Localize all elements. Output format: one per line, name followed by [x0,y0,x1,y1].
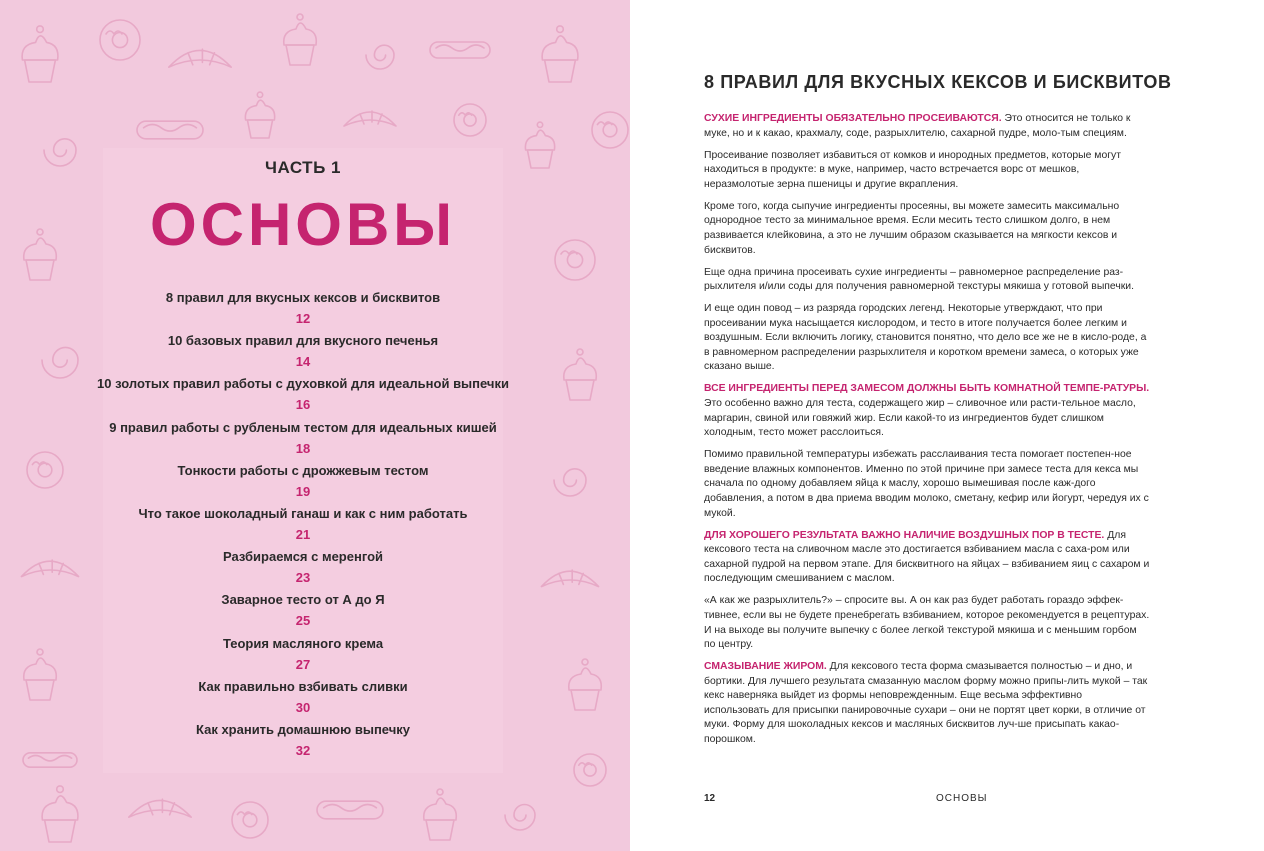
toc-item-page: 12 [295,311,311,326]
paragraph [704,529,1150,587]
paragraph-text: «А как же разрыхлитель?» – спросите вы. А он как раз будет работать гораздо эффек-тивнее, если вы не будете пренебрегать взбиванием, которое рекомендуется в рецептурах. И на выходе вы получите выпечку с более легкой текстурой мякиша и с меньшим горбом по центру. [704,595,1150,651]
toc-item[interactable] [93,461,513,504]
toc-item-title: 9 правил работы с рубленым тестом для идеальных кишей [109,419,497,435]
toc-item-page: 27 [295,656,311,672]
toc-item-title: Как хранить домашнюю выпечку [196,721,410,737]
toc-item-title: 10 золотых правил работы с духовкой для идеальной выпечки [97,376,509,392]
paragraph [704,448,1150,521]
toc-item-page: 18 [295,440,311,456]
paragraph [704,149,1150,193]
toc-item[interactable] [93,331,513,374]
toc-item-page: 19 [295,483,311,499]
part-title: ОСНОВЫ [149,191,457,258]
toc-item-title: Заварное тесто от А до Я [221,592,385,608]
paragraph-lead: СУХИЕ ИНГРЕДИЕНТЫ ОБЯЗАТЕЛЬНО ПРОСЕИВАЮТСЯ. [704,113,1002,124]
toc-item-title: 10 базовых правил для вкусного печенья [167,333,439,349]
paragraph-text: Для кексового теста на сливочном масле это достигается взбиванием масла с саха-ром или сахарной пудрой на первом этапе. Для бисквитного на яйцах – взбиванием яиц с сахаром и последующим смешиванием с маслом. [704,529,1150,585]
paragraph [704,660,1150,748]
toc-item-title: 8 правил для вкусных кексов и бисквитов [165,290,441,305]
toc-item[interactable] [93,288,513,331]
toc-item-title: Разбираемся с меренгой [222,549,384,565]
paragraph [704,266,1150,295]
toc-item-title: Что такое шоколадный ганаш и как с ним работать [138,505,468,521]
paragraph-text: Это относится не только к муке, но и к какао, крахмалу, соде, разрыхлителю, сахарной пудре, моло-тым специям. [704,113,1131,139]
paragraph-text: Для кексового теста форма смазывается полностью – и дно, и бортики. Для лучшего результата смазанную маслом форму можно припы-лить мукой – так кекс наверняка выйдет из формы неповрежденным. Еще весьма эффективно использовать для присыпки панировочные сухари – они не портят цвет корки, в отличие от муки. Форму для шоколадных кексов и масляных бисквитов луч-ше присыпать какао-порошком. [704,661,1148,746]
toc-item-title: Как правильно взбивать сливки [198,678,408,694]
paragraph-lead: ДЛЯ ХОРОШЕГО РЕЗУЛЬТАТА ВАЖНО НАЛИЧИЕ ВОЗДУШНЫХ ПОР В ТЕСТЕ. [704,529,1105,541]
toc-item-page: 21 [295,526,311,542]
toc-item[interactable] [93,590,513,633]
paragraph [704,594,1150,652]
right-page [630,0,1264,851]
paragraph-lead: ВСЕ ИНГРЕДИЕНТЫ ПЕРЕД ЗАМЕСОМ ДОЛЖНЫ БЫТЬ КОМНАТНОЙ ТЕМПЕ-РАТУРЫ. [704,383,1150,395]
toc-item[interactable] [93,374,513,417]
toc-item-page: 30 [295,699,311,715]
toc-item-page: 14 [295,354,311,370]
paragraph [704,302,1150,375]
toc-item-page: 32 [295,742,311,758]
toc-item[interactable] [93,418,513,461]
toc-item[interactable] [93,504,513,547]
paragraph [704,382,1150,440]
paragraph-text: Кроме того, когда сыпучие ингредиенты просеяны, вы можете замесить максимально однородное тесто за минимальное время. Если месить тесто слишком долго, в нем развивается клейковина, а это не лучшим образом сказывается на мягкости кексов и бисквитов. [704,200,1120,256]
paragraph-text: И еще один повод – из разряда городских легенд. Некоторые утверждают, что при просеивании мука насыщается кислородом, и тесто в итоге получается более легким и воздушным. Если включить логику, становится понятно, что дело все же не в кисло-роде, а в равномерном распределении разрыхлителя и коротком времени замеса, о которых уже сказано выше. [704,303,1147,373]
paragraph [704,200,1150,258]
toc-item[interactable] [93,634,513,677]
paragraph-lead: СМАЗЫВАНИЕ ЖИРОМ. [704,661,827,673]
left-page [0,0,630,851]
toc-item-page: 23 [295,570,311,586]
toc-item[interactable] [93,677,513,720]
footer-section-name: ОСНОВЫ [936,793,988,804]
toc-item[interactable] [93,720,513,763]
paragraph-text: Просеивание позволяет избавиться от комков и инородных предметов, которые могут находиться в продукте: в муке, например, часто встречается ворс от мешков, неразмолотые зерна пшеницы и другие вкрапления. [704,149,1121,190]
toc-item-title: Теория масляного крема [222,635,384,651]
body-text [704,112,1150,755]
toc-panel [97,148,509,773]
paragraph [704,112,1150,141]
section-heading: 8 ПРАВИЛ ДЛЯ ВКУСНЫХ КЕКСОВ И БИСКВИТОВ [704,72,1172,92]
toc-item[interactable] [93,547,513,590]
paragraph-text: Еще одна причина просеивать сухие ингредиенты – равномерное распределение раз-рыхлителя и/или соды для получения равномерной текстуры мякиша у готовой выпечки. [704,266,1134,293]
paragraph-text: Помимо правильной температуры избежать расслаивания теста помогает постепен-ное введение влажных компонентов. Именно по этой причине при замесе теста для кекса мы сначала по одному добавляем яйца к маслу, хорошо вымешивая после каж-дого добавления, а потом в два приема вводим молоко, сметану, кефир или йогурт, чередуя их с мукой. [704,449,1149,519]
toc-item-title: Тонкости работы с дрожжевым тестом [177,462,429,478]
table-of-contents [93,288,513,763]
toc-item-page: 16 [295,397,311,413]
part-label: ЧАСТЬ 1 [265,158,341,177]
footer-page-number: 12 [704,793,716,804]
toc-item-page: 25 [295,613,311,629]
paragraph-text: Это особенно важно для теста, содержащего жир – сливочное или расти-тельное масло, маргарин, свиной или говяжий жир. Если какой-то из ингредиентов будет слишком холодным, тесто может расслоиться. [704,398,1136,439]
